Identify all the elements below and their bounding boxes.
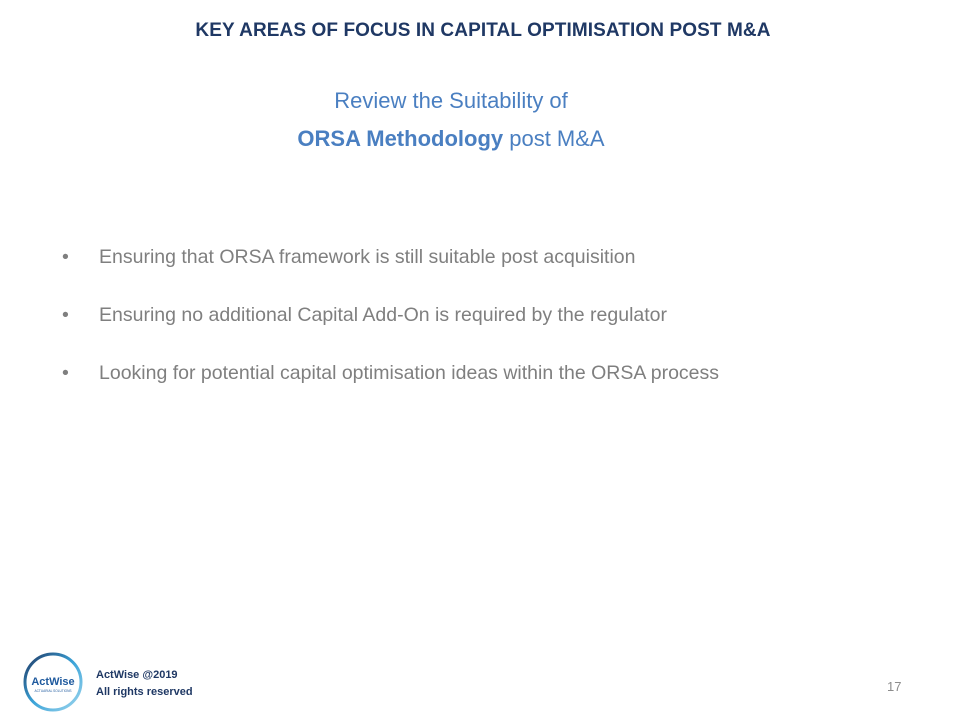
page-number: 17 [887, 679, 902, 694]
subtitle-rest: post M&A [503, 126, 605, 151]
actwise-logo-icon [22, 651, 84, 713]
bullet-item [62, 246, 719, 304]
subtitle-line-2 [0, 126, 902, 152]
bullet-text: Ensuring no additional Capital Add-On is required by the regulator [99, 304, 668, 326]
logo-tagline: ACTUARIAL SOLUTIONS [34, 689, 72, 693]
bullet-icon: • [62, 246, 69, 268]
footer-copyright [96, 667, 193, 701]
rights-text: All rights reserved [96, 686, 193, 698]
logo-wordmark: ActWise [31, 676, 75, 688]
copyright-text: ActWise @2019 [96, 669, 178, 681]
bullet-icon: • [62, 304, 69, 326]
subtitle-bold: ORSA Methodology [297, 126, 504, 151]
bullet-text: Looking for potential capital optimisation ideas within the ORSA process [99, 362, 720, 384]
subtitle-line-1: Review the Suitability of [334, 88, 568, 113]
bullet-icon: • [62, 362, 69, 384]
slide-title: KEY AREAS OF FOCUS IN CAPITAL OPTIMISATION POST M&A [195, 20, 771, 41]
bullet-list [62, 246, 719, 420]
bullet-text: Ensuring that ORSA framework is still suitable post acquisition [99, 246, 636, 268]
bullet-item [62, 304, 719, 362]
bullet-item [62, 362, 719, 420]
